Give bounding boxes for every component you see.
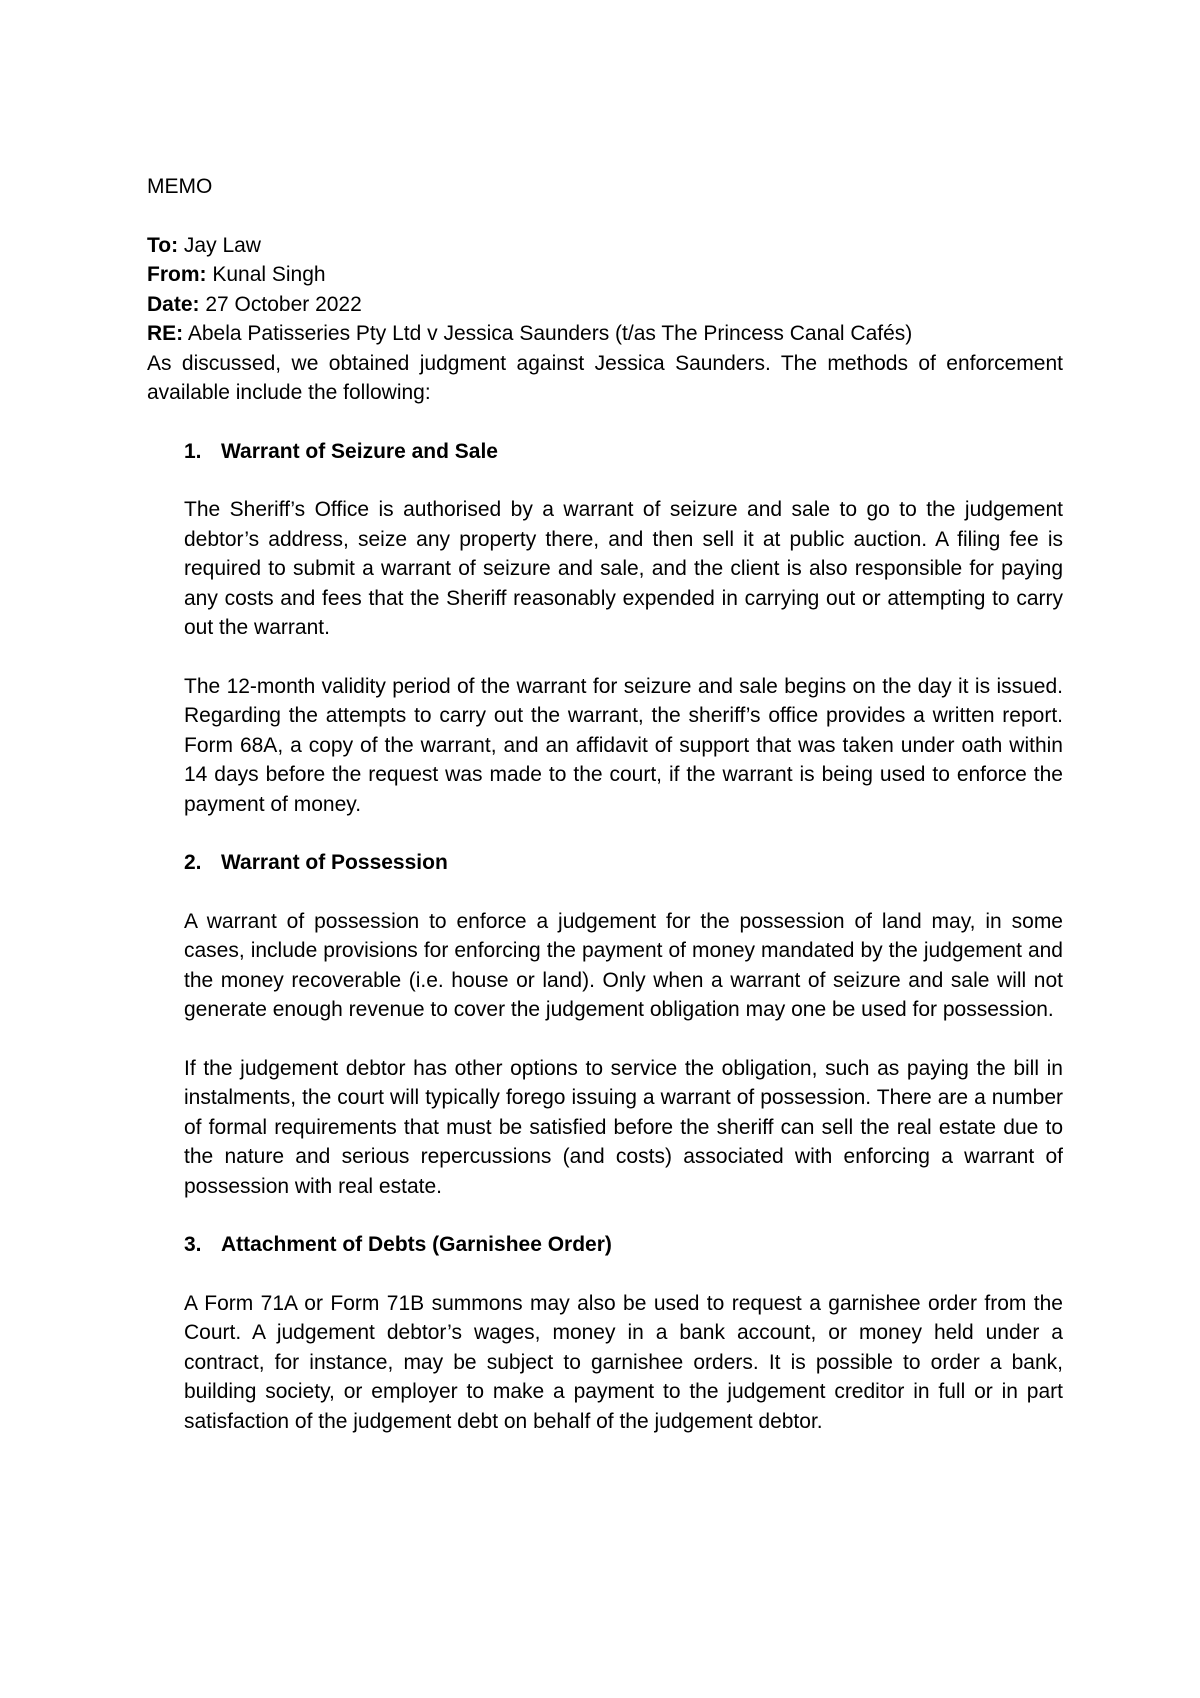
from-label: From: [147, 263, 207, 286]
section-garnishee-order [184, 1230, 1063, 1436]
date-line [147, 290, 1063, 320]
section-paragraph: The Sheriff’s Office is authorised by a warrant of seizure and sale to go to the judgement debtor’s address, seize any property there, and then sell it at public auction. A filing fee is required to submit a warrant of seizure and sale, and the client is also responsible for paying any costs and fees that the Sheriff reasonably expended in carrying out or attempting to carry out the warrant. [184, 498, 1063, 639]
section-seizure-and-sale [184, 437, 1063, 820]
to-value: Jay Law [178, 233, 261, 257]
to-line [147, 231, 1063, 261]
re-value: Abela Patisseries Pty Ltd v Jessica Saunders (t/as The Princess Canal Cafés) [183, 322, 913, 345]
section-number: 1. [184, 439, 202, 463]
re-label: RE: [147, 322, 184, 345]
section-paragraph: The 12-month validity period of the warrant for seizure and sale begins on the day it is issued. Regarding the attempts to carry out the warrant, the sheriff’s office provides a written report. Form 68A, a copy of the warrant, and an affidavit of support that was taken under oath within 14 days before the request was made to the court, if the warrant is being used to enforce the payment of money. [184, 674, 1063, 816]
date-value: 27 October 2022 [199, 292, 362, 316]
section-possession [184, 848, 1063, 1201]
section-paragraph: A warrant of possession to enforce a judgement for the possession of land may, in some cases, include provisions for enforcing the payment of money mandated by the judgement and the money recoverable (i.e. house or land). Only when a warrant of seizure and sale will not generate enough revenue to cover the judgement obligation may one be used for possession. [184, 909, 1063, 1021]
section-paragraph: If the judgement debtor has other options to service the obligation, such as paying the bill in instalments, the court will typically forego issuing a warrant of possession. There are a number of formal requirements that must be satisfied before the sheriff can sell the real estate due to the nature and serious repercussions (and costs) associated with enforcing a warrant of possession with real estate. [184, 1056, 1063, 1198]
to-label: To: [147, 233, 179, 257]
section-heading [184, 437, 1063, 467]
section-number: 3. [184, 1233, 202, 1256]
section-paragraph: A Form 71A or Form 71B summons may also be used to request a garnishee order from the Court. A judgement debtor’s wages, money in a bank account, or money held under a contract, for instance, may be subject to garnishee orders. It is possible to order a bank, building society, or employer to make a payment to the judgement creditor in full or in part satisfaction of the judgement debt on behalf of the judgement debtor. [184, 1291, 1063, 1433]
section-title: Warrant of Seizure and Sale [221, 439, 498, 463]
section-heading [184, 848, 1063, 878]
re-line [147, 319, 1063, 349]
section-heading [184, 1230, 1063, 1260]
from-line [147, 260, 1063, 290]
date-label: Date: [147, 292, 200, 316]
memo-document [147, 172, 1063, 1465]
section-title: Warrant of Possession [221, 851, 448, 874]
memo-title: MEMO [147, 175, 213, 198]
section-title: Attachment of Debts (Garnishee Order) [221, 1233, 612, 1256]
section-number: 2. [184, 851, 202, 874]
memo-header [147, 231, 1063, 349]
from-value: Kunal Singh [206, 263, 326, 286]
intro-paragraph: As discussed, we obtained judgment against Jessica Saunders. The methods of enforcement available include the following: [147, 351, 1063, 404]
